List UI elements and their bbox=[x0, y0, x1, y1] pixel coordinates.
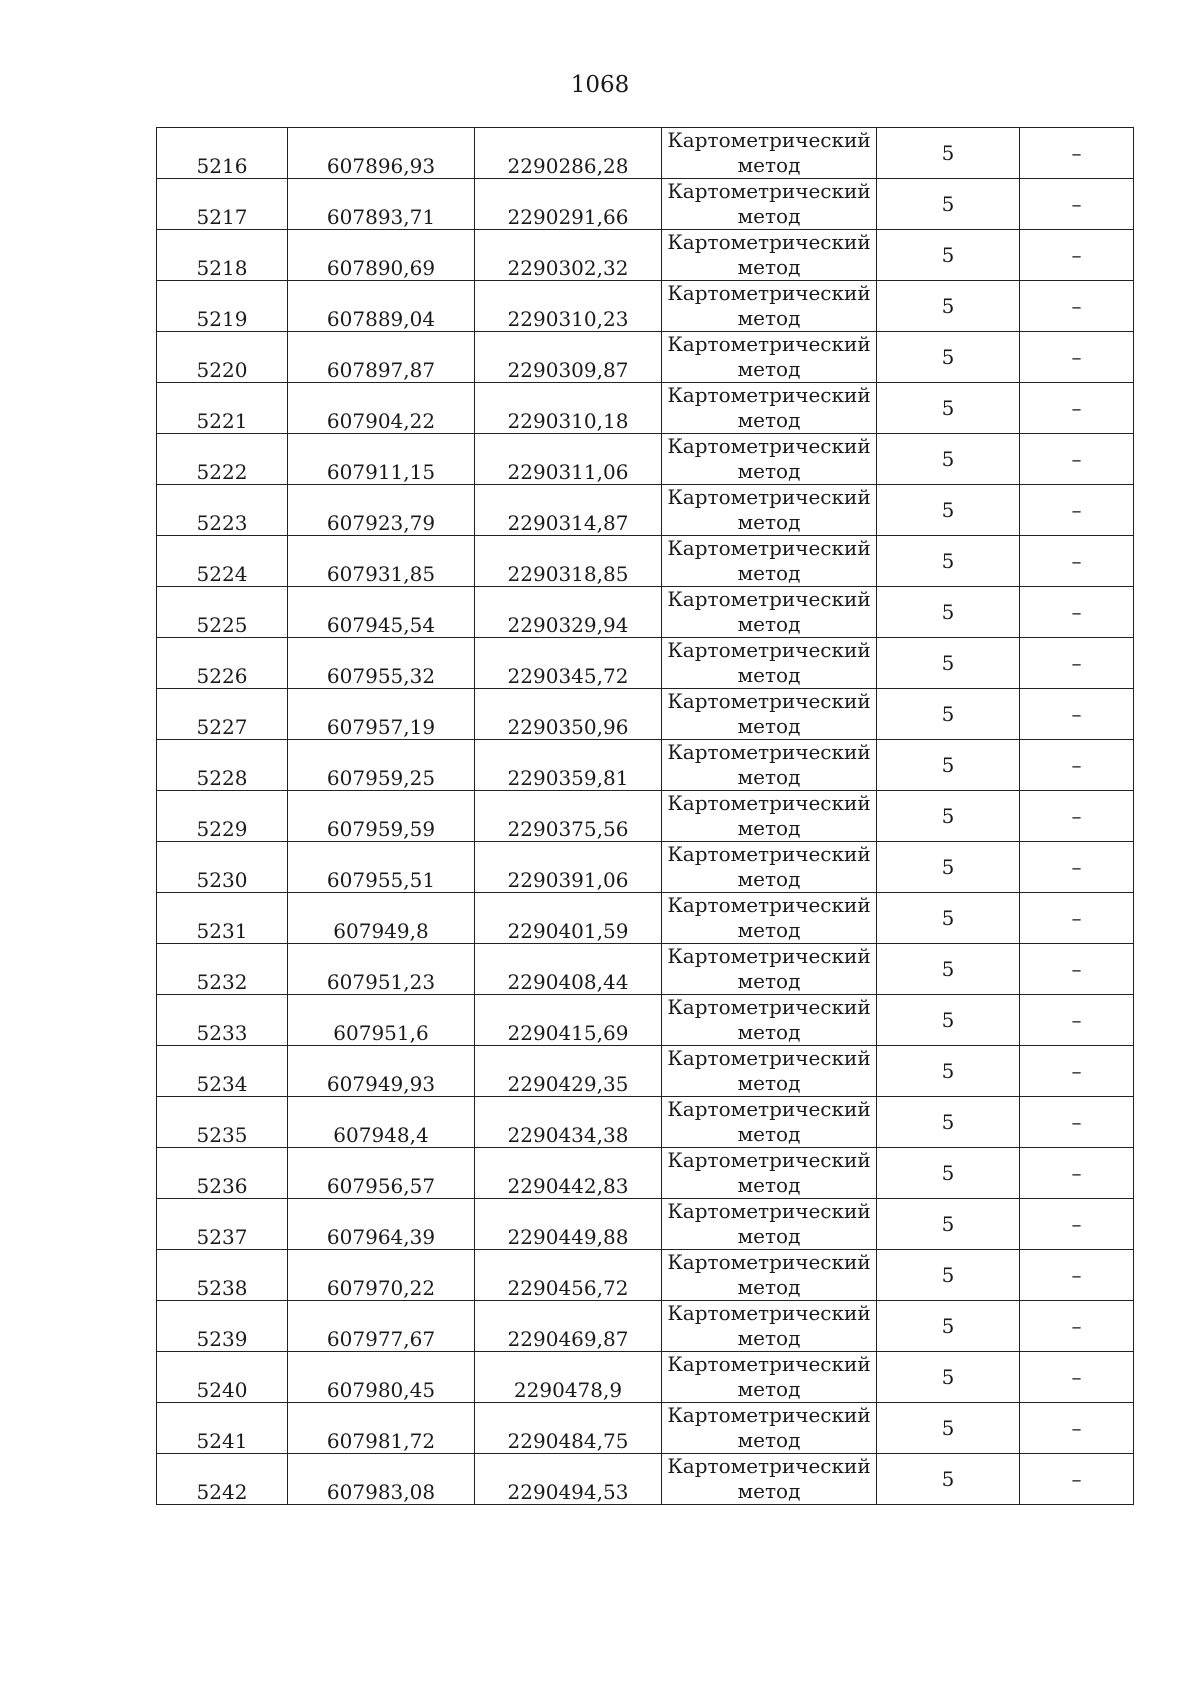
table-row bbox=[157, 179, 1134, 230]
method-line-1: Картометрический bbox=[667, 689, 871, 713]
method-cell bbox=[662, 485, 877, 536]
method-cell bbox=[662, 791, 877, 842]
x-coordinate-cell: 607970,22 bbox=[288, 1250, 475, 1301]
x-coordinate-cell: 607951,23 bbox=[288, 944, 475, 995]
point-id-cell: 5234 bbox=[157, 1046, 288, 1097]
method-line-2: метод bbox=[737, 816, 801, 840]
y-coordinate-cell: 2290329,94 bbox=[475, 587, 662, 638]
point-id-cell: 5236 bbox=[157, 1148, 288, 1199]
point-id-cell: 5237 bbox=[157, 1199, 288, 1250]
y-coordinate-cell: 2290286,28 bbox=[475, 128, 662, 179]
accuracy-cell: 5 bbox=[877, 1046, 1020, 1097]
method-line-2: метод bbox=[737, 153, 801, 177]
x-coordinate-cell: 607923,79 bbox=[288, 485, 475, 536]
note-cell: – bbox=[1020, 1352, 1134, 1403]
point-id-cell: 5230 bbox=[157, 842, 288, 893]
table-row bbox=[157, 893, 1134, 944]
method-line-1: Картометрический bbox=[667, 230, 871, 254]
point-id-cell: 5233 bbox=[157, 995, 288, 1046]
y-coordinate-cell: 2290401,59 bbox=[475, 893, 662, 944]
accuracy-cell: 5 bbox=[877, 281, 1020, 332]
table-row bbox=[157, 638, 1134, 689]
accuracy-cell: 5 bbox=[877, 230, 1020, 281]
table-row bbox=[157, 1046, 1134, 1097]
method-line-2: метод bbox=[737, 969, 801, 993]
note-cell: – bbox=[1020, 1046, 1134, 1097]
x-coordinate-cell: 607945,54 bbox=[288, 587, 475, 638]
point-id-cell: 5217 bbox=[157, 179, 288, 230]
point-id-cell: 5220 bbox=[157, 332, 288, 383]
method-cell bbox=[662, 944, 877, 995]
y-coordinate-cell: 2290442,83 bbox=[475, 1148, 662, 1199]
note-cell: – bbox=[1020, 944, 1134, 995]
method-line-2: метод bbox=[737, 1224, 801, 1248]
y-coordinate-cell: 2290469,87 bbox=[475, 1301, 662, 1352]
note-cell: – bbox=[1020, 689, 1134, 740]
method-line-1: Картометрический bbox=[667, 128, 871, 152]
point-id-cell: 5227 bbox=[157, 689, 288, 740]
method-line-2: метод bbox=[737, 765, 801, 789]
point-id-cell: 5238 bbox=[157, 1250, 288, 1301]
method-line-2: метод bbox=[737, 1377, 801, 1401]
x-coordinate-cell: 607964,39 bbox=[288, 1199, 475, 1250]
method-cell bbox=[662, 536, 877, 587]
x-coordinate-cell: 607949,8 bbox=[288, 893, 475, 944]
table-row bbox=[157, 536, 1134, 587]
table-row bbox=[157, 689, 1134, 740]
method-cell bbox=[662, 638, 877, 689]
point-id-cell: 5221 bbox=[157, 383, 288, 434]
table-row bbox=[157, 587, 1134, 638]
method-line-2: метод bbox=[737, 1071, 801, 1095]
method-line-2: метод bbox=[737, 306, 801, 330]
table-row bbox=[157, 383, 1134, 434]
note-cell: – bbox=[1020, 1301, 1134, 1352]
method-line-2: метод bbox=[737, 1326, 801, 1350]
accuracy-cell: 5 bbox=[877, 434, 1020, 485]
table-row bbox=[157, 230, 1134, 281]
method-line-2: метод bbox=[737, 459, 801, 483]
point-id-cell: 5216 bbox=[157, 128, 288, 179]
accuracy-cell: 5 bbox=[877, 1148, 1020, 1199]
note-cell: – bbox=[1020, 995, 1134, 1046]
note-cell: – bbox=[1020, 434, 1134, 485]
point-id-cell: 5241 bbox=[157, 1403, 288, 1454]
y-coordinate-cell: 2290310,23 bbox=[475, 281, 662, 332]
accuracy-cell: 5 bbox=[877, 128, 1020, 179]
y-coordinate-cell: 2290302,32 bbox=[475, 230, 662, 281]
accuracy-cell: 5 bbox=[877, 179, 1020, 230]
x-coordinate-cell: 607957,19 bbox=[288, 689, 475, 740]
method-line-2: метод bbox=[737, 510, 801, 534]
y-coordinate-cell: 2290391,06 bbox=[475, 842, 662, 893]
table-row bbox=[157, 791, 1134, 842]
method-cell bbox=[662, 587, 877, 638]
method-cell bbox=[662, 1097, 877, 1148]
method-line-2: метод bbox=[737, 1275, 801, 1299]
method-cell bbox=[662, 434, 877, 485]
y-coordinate-cell: 2290291,66 bbox=[475, 179, 662, 230]
x-coordinate-cell: 607911,15 bbox=[288, 434, 475, 485]
method-cell bbox=[662, 230, 877, 281]
y-coordinate-cell: 2290350,96 bbox=[475, 689, 662, 740]
method-cell bbox=[662, 842, 877, 893]
table-row bbox=[157, 1148, 1134, 1199]
method-cell bbox=[662, 332, 877, 383]
accuracy-cell: 5 bbox=[877, 1250, 1020, 1301]
accuracy-cell: 5 bbox=[877, 1403, 1020, 1454]
method-cell bbox=[662, 689, 877, 740]
point-id-cell: 5224 bbox=[157, 536, 288, 587]
method-line-1: Картометрический bbox=[667, 179, 871, 203]
method-line-2: метод bbox=[737, 1479, 801, 1503]
method-cell bbox=[662, 1046, 877, 1097]
method-line-1: Картометрический bbox=[667, 638, 871, 662]
table-row bbox=[157, 1199, 1134, 1250]
note-cell: – bbox=[1020, 1250, 1134, 1301]
method-line-2: метод bbox=[737, 867, 801, 891]
y-coordinate-cell: 2290449,88 bbox=[475, 1199, 662, 1250]
y-coordinate-cell: 2290456,72 bbox=[475, 1250, 662, 1301]
note-cell: – bbox=[1020, 332, 1134, 383]
note-cell: – bbox=[1020, 179, 1134, 230]
y-coordinate-cell: 2290415,69 bbox=[475, 995, 662, 1046]
method-line-2: метод bbox=[737, 204, 801, 228]
method-line-2: метод bbox=[737, 612, 801, 636]
method-line-2: метод bbox=[737, 561, 801, 585]
y-coordinate-cell: 2290494,53 bbox=[475, 1454, 662, 1505]
method-line-1: Картометрический bbox=[667, 791, 871, 815]
accuracy-cell: 5 bbox=[877, 1352, 1020, 1403]
method-cell bbox=[662, 1352, 877, 1403]
note-cell: – bbox=[1020, 842, 1134, 893]
point-id-cell: 5228 bbox=[157, 740, 288, 791]
x-coordinate-cell: 607981,72 bbox=[288, 1403, 475, 1454]
note-cell: – bbox=[1020, 740, 1134, 791]
x-coordinate-cell: 607889,04 bbox=[288, 281, 475, 332]
method-line-1: Картометрический bbox=[667, 1403, 871, 1427]
accuracy-cell: 5 bbox=[877, 1301, 1020, 1352]
table-row bbox=[157, 281, 1134, 332]
note-cell: – bbox=[1020, 1097, 1134, 1148]
table-row bbox=[157, 128, 1134, 179]
method-line-1: Картометрический bbox=[667, 1301, 871, 1325]
y-coordinate-cell: 2290345,72 bbox=[475, 638, 662, 689]
table-row bbox=[157, 485, 1134, 536]
table-row bbox=[157, 434, 1134, 485]
x-coordinate-cell: 607959,59 bbox=[288, 791, 475, 842]
accuracy-cell: 5 bbox=[877, 689, 1020, 740]
note-cell: – bbox=[1020, 1199, 1134, 1250]
y-coordinate-cell: 2290359,81 bbox=[475, 740, 662, 791]
accuracy-cell: 5 bbox=[877, 536, 1020, 587]
table-row bbox=[157, 1097, 1134, 1148]
y-coordinate-cell: 2290314,87 bbox=[475, 485, 662, 536]
accuracy-cell: 5 bbox=[877, 1097, 1020, 1148]
method-line-2: метод bbox=[737, 714, 801, 738]
method-line-2: метод bbox=[737, 408, 801, 432]
point-id-cell: 5232 bbox=[157, 944, 288, 995]
accuracy-cell: 5 bbox=[877, 332, 1020, 383]
note-cell: – bbox=[1020, 791, 1134, 842]
y-coordinate-cell: 2290318,85 bbox=[475, 536, 662, 587]
method-cell bbox=[662, 1301, 877, 1352]
method-line-2: метод bbox=[737, 1020, 801, 1044]
x-coordinate-cell: 607949,93 bbox=[288, 1046, 475, 1097]
table-row bbox=[157, 842, 1134, 893]
x-coordinate-cell: 607890,69 bbox=[288, 230, 475, 281]
table-row bbox=[157, 944, 1134, 995]
point-id-cell: 5235 bbox=[157, 1097, 288, 1148]
accuracy-cell: 5 bbox=[877, 638, 1020, 689]
y-coordinate-cell: 2290484,75 bbox=[475, 1403, 662, 1454]
point-id-cell: 5218 bbox=[157, 230, 288, 281]
method-line-1: Картометрический bbox=[667, 1454, 871, 1478]
x-coordinate-cell: 607897,87 bbox=[288, 332, 475, 383]
note-cell: – bbox=[1020, 281, 1134, 332]
x-coordinate-cell: 607931,85 bbox=[288, 536, 475, 587]
method-line-1: Картометрический bbox=[667, 1148, 871, 1172]
y-coordinate-cell: 2290375,56 bbox=[475, 791, 662, 842]
method-cell bbox=[662, 740, 877, 791]
method-line-2: метод bbox=[737, 255, 801, 279]
x-coordinate-cell: 607980,45 bbox=[288, 1352, 475, 1403]
point-id-cell: 5223 bbox=[157, 485, 288, 536]
table-row bbox=[157, 1403, 1134, 1454]
table-row bbox=[157, 332, 1134, 383]
method-line-2: метод bbox=[737, 663, 801, 687]
accuracy-cell: 5 bbox=[877, 995, 1020, 1046]
note-cell: – bbox=[1020, 383, 1134, 434]
y-coordinate-cell: 2290408,44 bbox=[475, 944, 662, 995]
note-cell: – bbox=[1020, 1148, 1134, 1199]
x-coordinate-cell: 607948,4 bbox=[288, 1097, 475, 1148]
x-coordinate-cell: 607983,08 bbox=[288, 1454, 475, 1505]
method-cell bbox=[662, 128, 877, 179]
method-cell bbox=[662, 893, 877, 944]
table-row bbox=[157, 1250, 1134, 1301]
point-id-cell: 5231 bbox=[157, 893, 288, 944]
point-id-cell: 5242 bbox=[157, 1454, 288, 1505]
method-cell bbox=[662, 383, 877, 434]
table-row bbox=[157, 995, 1134, 1046]
accuracy-cell: 5 bbox=[877, 1454, 1020, 1505]
accuracy-cell: 5 bbox=[877, 587, 1020, 638]
note-cell: – bbox=[1020, 230, 1134, 281]
method-line-1: Картометрический bbox=[667, 1199, 871, 1223]
accuracy-cell: 5 bbox=[877, 893, 1020, 944]
method-line-1: Картометрический bbox=[667, 1250, 871, 1274]
note-cell: – bbox=[1020, 1454, 1134, 1505]
x-coordinate-cell: 607955,51 bbox=[288, 842, 475, 893]
method-line-1: Картометрический bbox=[667, 383, 871, 407]
method-line-1: Картометрический bbox=[667, 485, 871, 509]
method-cell bbox=[662, 1403, 877, 1454]
method-line-1: Картометрический bbox=[667, 434, 871, 458]
y-coordinate-cell: 2290434,38 bbox=[475, 1097, 662, 1148]
accuracy-cell: 5 bbox=[877, 740, 1020, 791]
note-cell: – bbox=[1020, 485, 1134, 536]
accuracy-cell: 5 bbox=[877, 842, 1020, 893]
method-line-1: Картометрический bbox=[667, 1352, 871, 1376]
method-cell bbox=[662, 1454, 877, 1505]
method-cell bbox=[662, 1148, 877, 1199]
y-coordinate-cell: 2290429,35 bbox=[475, 1046, 662, 1097]
x-coordinate-cell: 607896,93 bbox=[288, 128, 475, 179]
method-line-1: Картометрический bbox=[667, 1046, 871, 1070]
method-line-1: Картометрический bbox=[667, 740, 871, 764]
y-coordinate-cell: 2290311,06 bbox=[475, 434, 662, 485]
note-cell: – bbox=[1020, 638, 1134, 689]
x-coordinate-cell: 607951,6 bbox=[288, 995, 475, 1046]
point-id-cell: 5226 bbox=[157, 638, 288, 689]
method-cell bbox=[662, 1199, 877, 1250]
point-id-cell: 5239 bbox=[157, 1301, 288, 1352]
method-line-2: метод bbox=[737, 357, 801, 381]
method-cell bbox=[662, 179, 877, 230]
note-cell: – bbox=[1020, 1403, 1134, 1454]
note-cell: – bbox=[1020, 587, 1134, 638]
method-cell bbox=[662, 995, 877, 1046]
x-coordinate-cell: 607893,71 bbox=[288, 179, 475, 230]
x-coordinate-cell: 607977,67 bbox=[288, 1301, 475, 1352]
x-coordinate-cell: 607956,57 bbox=[288, 1148, 475, 1199]
accuracy-cell: 5 bbox=[877, 485, 1020, 536]
method-line-1: Картометрический bbox=[667, 536, 871, 560]
point-id-cell: 5225 bbox=[157, 587, 288, 638]
point-id-cell: 5222 bbox=[157, 434, 288, 485]
coordinates-table bbox=[156, 127, 1134, 1505]
method-cell bbox=[662, 281, 877, 332]
method-line-1: Картометрический bbox=[667, 587, 871, 611]
method-line-1: Картометрический bbox=[667, 842, 871, 866]
point-id-cell: 5229 bbox=[157, 791, 288, 842]
accuracy-cell: 5 bbox=[877, 1199, 1020, 1250]
coordinates-table-body bbox=[157, 128, 1134, 1505]
note-cell: – bbox=[1020, 893, 1134, 944]
accuracy-cell: 5 bbox=[877, 944, 1020, 995]
table-row bbox=[157, 740, 1134, 791]
method-line-2: метод bbox=[737, 1428, 801, 1452]
table-row bbox=[157, 1301, 1134, 1352]
accuracy-cell: 5 bbox=[877, 383, 1020, 434]
method-line-1: Картометрический bbox=[667, 1097, 871, 1121]
y-coordinate-cell: 2290310,18 bbox=[475, 383, 662, 434]
method-cell bbox=[662, 1250, 877, 1301]
accuracy-cell: 5 bbox=[877, 791, 1020, 842]
page-number: 1068 bbox=[570, 72, 630, 98]
method-line-2: метод bbox=[737, 1122, 801, 1146]
note-cell: – bbox=[1020, 536, 1134, 587]
method-line-1: Картометрический bbox=[667, 893, 871, 917]
method-line-1: Картометрический bbox=[667, 944, 871, 968]
method-line-1: Картометрический bbox=[667, 332, 871, 356]
method-line-2: метод bbox=[737, 1173, 801, 1197]
point-id-cell: 5240 bbox=[157, 1352, 288, 1403]
x-coordinate-cell: 607959,25 bbox=[288, 740, 475, 791]
method-line-1: Картометрический bbox=[667, 281, 871, 305]
table-row bbox=[157, 1352, 1134, 1403]
method-line-1: Картометрический bbox=[667, 995, 871, 1019]
y-coordinate-cell: 2290309,87 bbox=[475, 332, 662, 383]
x-coordinate-cell: 607955,32 bbox=[288, 638, 475, 689]
table-row bbox=[157, 1454, 1134, 1505]
method-line-2: метод bbox=[737, 918, 801, 942]
y-coordinate-cell: 2290478,9 bbox=[475, 1352, 662, 1403]
point-id-cell: 5219 bbox=[157, 281, 288, 332]
note-cell: – bbox=[1020, 128, 1134, 179]
x-coordinate-cell: 607904,22 bbox=[288, 383, 475, 434]
